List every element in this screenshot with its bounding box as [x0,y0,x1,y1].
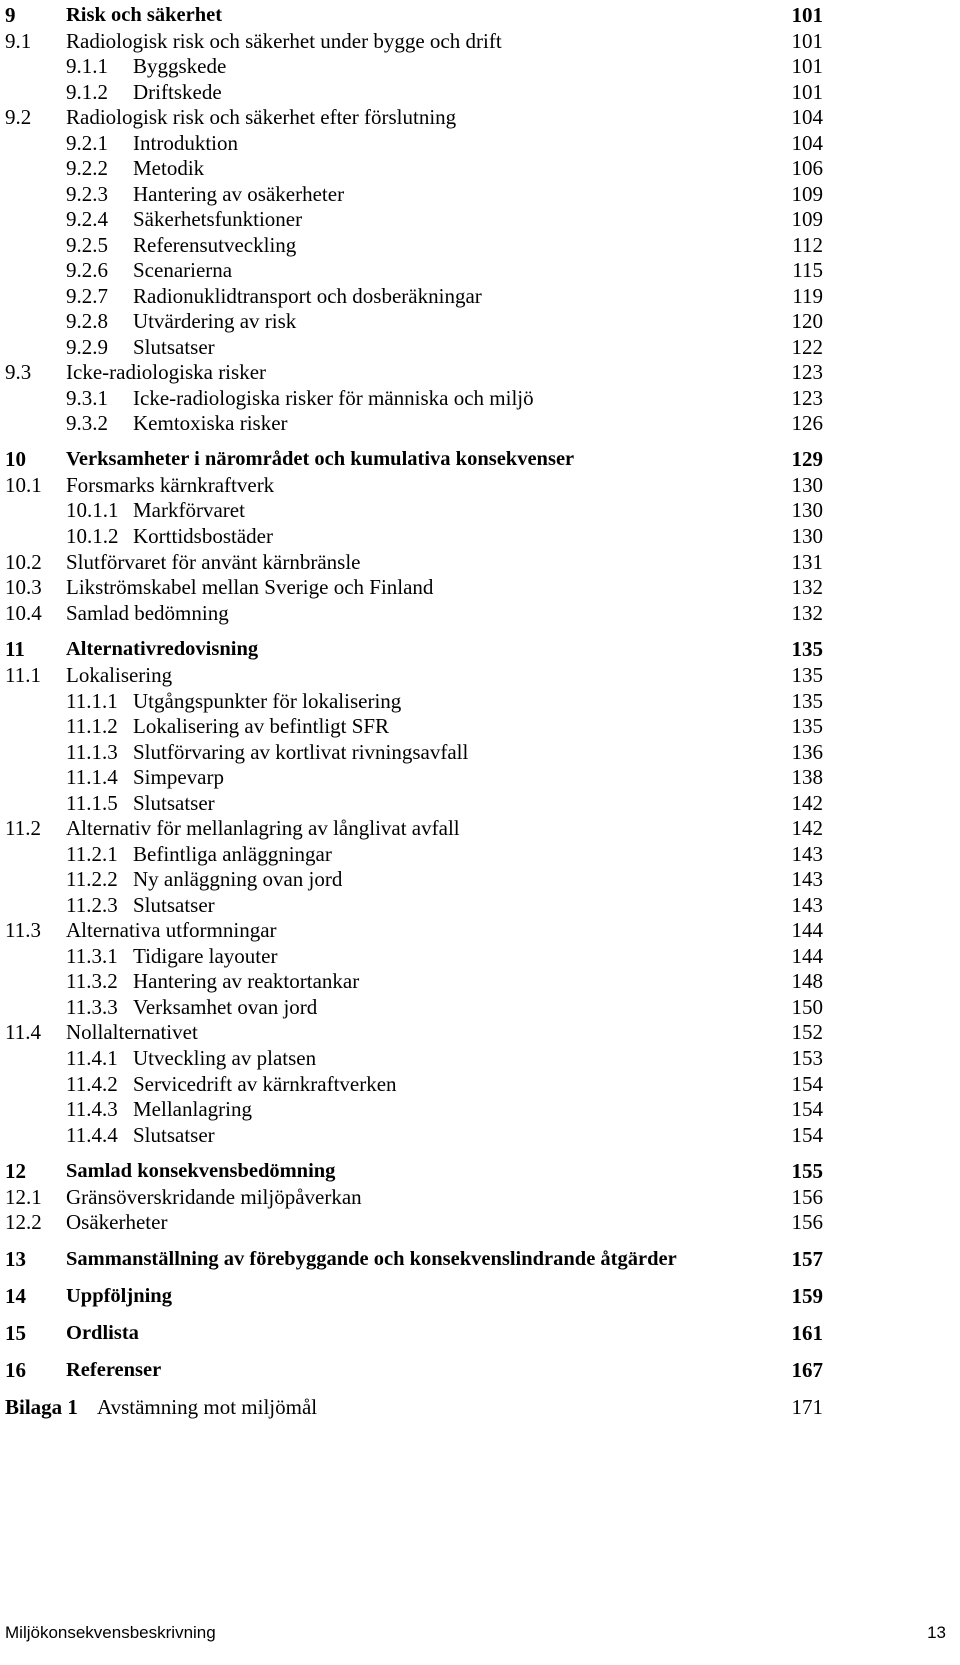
toc-entry-page-number: 154 [791,1123,823,1147]
toc-entry[interactable] [0,790,960,817]
toc-entry-title: Radionuklidtransport och dosberäkningar [133,284,482,308]
toc-entry-page-number: 119 [792,284,823,308]
toc-entry[interactable] [0,1283,960,1310]
toc-entry-title: Tidigare layouter [133,944,278,968]
toc-entry-number: 11.3.2 [66,969,118,993]
toc-entry-page-number: 109 [791,207,823,231]
toc-entry-title: Slutförvaret för använt kärnbränsle [66,550,361,574]
toc-entry[interactable] [0,764,960,791]
toc-entry-page-number: 156 [791,1185,823,1209]
toc-entry-title: Icke-radiologiska risker [66,360,267,384]
toc-entry-page-number: 154 [791,1072,823,1096]
toc-entry[interactable] [0,1122,960,1149]
toc-entry-title: Referensutveckling [133,233,297,257]
toc-entry-title: Samlad bedömning [66,601,229,625]
toc-entry-title: Radiologisk risk och säkerhet efter förslutning [66,105,457,129]
toc-entry-number: 11.1 [5,663,41,687]
toc-entry-number: 9.2.8 [66,309,108,333]
toc-entry-title: Introduktion [133,131,238,155]
toc-entry-number: 11.2.1 [66,842,118,866]
toc-entry-number: 11.4 [5,1020,41,1044]
toc-entry-number: 9.2.4 [66,207,108,231]
toc-entry-number: 11.4.2 [66,1072,118,1096]
toc-entry-title: Samlad konsekvensbedömning [66,1160,336,1182]
toc-entry-number: 15 [5,1321,26,1345]
toc-entry[interactable] [0,636,960,663]
toc-entry-page-number: 142 [791,816,823,840]
toc-entry-page-number: 123 [791,360,823,384]
toc-entry[interactable] [0,943,960,970]
toc-entry-number: 11.3.1 [66,944,118,968]
toc-entry-title: Utvärdering av risk [133,309,297,333]
toc-entry-page-number: 135 [791,689,823,713]
toc-entry[interactable] [0,446,960,473]
toc-entry[interactable] [0,1184,960,1211]
toc-entry-number: 10 [5,447,26,471]
toc-entry-number: 9.2.6 [66,258,108,282]
toc-entry-number: 11.1.2 [66,714,118,738]
toc-entry-page-number: 143 [791,893,823,917]
toc-entry-page-number: 130 [791,473,823,497]
toc-entry-page-number: 171 [791,1395,823,1419]
toc-entry-page-number: 104 [791,105,823,129]
toc-entry[interactable] [0,155,960,182]
toc-entry-number: 11.2.3 [66,893,118,917]
toc-entry[interactable] [0,1019,960,1046]
footer-document-title: Miljökonsekvensbeskrivning [5,1623,216,1642]
toc-entry-page-number: 106 [791,156,823,180]
toc-entry-number: 10.1.2 [66,524,119,548]
toc-entry-number: 16 [5,1358,26,1382]
toc-entry-title: Alternativa utformningar [66,918,277,942]
toc-entry-number: 10.4 [5,601,42,625]
toc-entry[interactable] [0,1357,960,1384]
toc-entry-page-number: 153 [791,1046,823,1070]
toc-entry-page-number: 154 [791,1097,823,1121]
toc-entry-number: 10.3 [5,575,42,599]
toc-entry[interactable] [0,841,960,868]
toc-entry-number: 14 [5,1284,26,1308]
toc-entry-page-number: 157 [791,1247,823,1271]
toc-entry[interactable] [0,1320,960,1347]
toc-entry-page-number: 136 [791,740,823,764]
toc-entry-title: Slutförvaring av kortlivat rivningsavfall [133,740,469,764]
toc-entry-page-number: 129 [791,447,823,471]
toc-entry[interactable] [0,497,960,524]
toc-entry-page-number: 135 [791,663,823,687]
toc-entry-number: 11.2 [5,816,41,840]
toc-entry[interactable] [0,968,960,995]
toc-entry-number: 11.1.1 [66,689,118,713]
toc-entry-page-number: 159 [791,1284,823,1308]
toc-entry-number: 11.1.3 [66,740,118,764]
toc-entry-page-number: 135 [791,637,823,661]
toc-entry-title: Nollalternativet [66,1020,198,1044]
toc-entry-page-number: 115 [792,258,823,282]
toc-entry-title: Driftskede [133,80,222,104]
toc-entry-title: Mellanlagring [133,1097,252,1121]
toc-entry[interactable] [0,53,960,80]
toc-entry[interactable] [0,232,960,259]
toc-entry-title: Servicedrift av kärnkraftverken [133,1072,397,1096]
toc-entry[interactable] [0,994,960,1021]
toc-entry[interactable] [0,815,960,842]
toc-entry[interactable] [0,892,960,919]
toc-entry-number: 9.2.7 [66,284,108,308]
toc-entry-number: 9.1.2 [66,80,108,104]
toc-entry-number: 11.1.4 [66,765,118,789]
toc-entry-page-number: 132 [791,575,823,599]
toc-entry[interactable] [0,1071,960,1098]
toc-entry-title: Befintliga anläggningar [133,842,332,866]
toc-entry-page-number: 144 [791,944,823,968]
toc-entry[interactable] [0,1158,960,1185]
toc-entry-page-number: 143 [791,842,823,866]
toc-entry[interactable] [0,662,960,689]
toc-entry-page-number: 132 [791,601,823,625]
toc-entry[interactable] [0,574,960,601]
toc-entry-number: Bilaga 1 [5,1395,78,1419]
toc-entry-number: 11.4.4 [66,1123,118,1147]
toc-entry[interactable] [0,549,960,576]
toc-entry-title: Likströmskabel mellan Sverige och Finland [66,575,434,599]
toc-entry-number: 10.1.1 [66,498,119,522]
toc-entry-title: Referenser [66,1359,162,1381]
toc-entry-number: 9.2.5 [66,233,108,257]
toc-entry-page-number: 130 [791,498,823,522]
toc-entry-title: Sammanställning av förebyggande och konsekvenslindrande åtgärder [66,1248,677,1270]
toc-entry-page-number: 150 [791,995,823,1019]
toc-entry[interactable] [0,206,960,233]
toc-entry-page-number: 101 [791,3,823,27]
toc-entry-number: 9 [5,3,16,27]
toc-entry[interactable] [0,523,960,550]
toc-entry[interactable] [0,1209,960,1236]
toc-entry-title: Simpevarp [133,765,224,789]
toc-entry-title: Slutsatser [133,893,215,917]
toc-entry-title: Byggskede [133,54,227,78]
toc-entry[interactable] [0,130,960,157]
toc-entry-page-number: 142 [791,791,823,815]
toc-entry-title: Ny anläggning ovan jord [133,867,343,891]
toc-entry-page-number: 138 [791,765,823,789]
toc-entry-title: Slutsatser [133,791,215,815]
toc-entry-page-number: 101 [791,80,823,104]
toc-entry-number: 10.1 [5,473,42,497]
toc-entry-number: 11.1.5 [66,791,118,815]
toc-entry[interactable] [0,385,960,412]
toc-entry-number: 13 [5,1247,26,1271]
toc-entry-title: Slutsatser [133,335,215,359]
toc-entry[interactable] [0,1096,960,1123]
toc-entry-number: 9.2.2 [66,156,108,180]
toc-entry[interactable] [0,1045,960,1072]
toc-entry[interactable] [0,410,960,437]
toc-entry-number: 11.4.1 [66,1046,118,1070]
toc-entry[interactable] [0,739,960,766]
toc-entry-number: 9.3.2 [66,411,108,435]
toc-entry-page-number: 148 [791,969,823,993]
toc-entry-title: Uppföljning [66,1285,172,1307]
toc-entry-title: Forsmarks kärnkraftverk [66,473,275,497]
page-footer [0,1618,960,1648]
toc-entry[interactable] [0,181,960,208]
toc-entry-number: 12 [5,1159,26,1183]
toc-entry-page-number: 101 [791,54,823,78]
toc-entry-number: 10.2 [5,550,42,574]
toc-entry[interactable] [0,917,960,944]
toc-entry[interactable] [0,600,960,627]
toc-entry-title: Risk och säkerhet [66,4,223,26]
toc-entry-title: Lokalisering av befintligt SFR [133,714,390,738]
toc-entry-page-number: 152 [791,1020,823,1044]
toc-entry-title: Ordlista [66,1322,139,1344]
toc-entry[interactable] [0,2,960,29]
toc-entry-title: Metodik [133,156,205,180]
toc-entry[interactable] [0,28,960,55]
toc-entry-number: 9.2.9 [66,335,108,359]
toc-entry-title: Kemtoxiska risker [133,411,288,435]
toc-entry[interactable] [0,1246,960,1273]
toc-entry-page-number: 155 [791,1159,823,1183]
toc-entry-number: 11.2.2 [66,867,118,891]
toc-entry[interactable] [0,283,960,310]
toc-entry[interactable] [0,688,960,715]
toc-entry-title: Lokalisering [66,663,173,687]
toc-entry[interactable] [0,257,960,284]
toc-entry-number: 9.1 [5,29,32,53]
toc-entry-title: Osäkerheter [66,1210,168,1234]
toc-entry-page-number: 131 [791,550,823,574]
toc-entry[interactable] [0,472,960,499]
toc-entry-page-number: 156 [791,1210,823,1234]
toc-entry[interactable] [0,308,960,335]
toc-entry-page-number: 143 [791,867,823,891]
toc-entry-title: Verksamhet ovan jord [133,995,318,1019]
toc-entry-title: Säkerhetsfunktioner [133,207,303,231]
toc-entry-title: Hantering av osäkerheter [133,182,345,206]
toc-entry-title: Utgångspunkter för lokalisering [133,689,402,713]
toc-entry-title: Markförvaret [133,498,245,522]
toc-entry-page-number: 123 [791,386,823,410]
toc-entry[interactable] [0,79,960,106]
toc-entry-title: Scenarierna [133,258,233,282]
toc-entry-title: Icke-radiologiska risker för människa och miljö [133,386,534,410]
toc-entry-page-number: 120 [791,309,823,333]
toc-entry-page-number: 122 [791,335,823,359]
toc-entry-title: Gränsöverskridande miljöpåverkan [66,1185,362,1209]
toc-entry[interactable] [0,334,960,361]
toc-entry-page-number: 135 [791,714,823,738]
toc-entry-number: 9.2 [5,105,32,129]
toc-entry[interactable] [0,713,960,740]
toc-entry-title: Alternativ för mellanlagring av långlivat avfall [66,816,460,840]
toc-entry-number: 9.2.1 [66,131,108,155]
toc-entry-page-number: 144 [791,918,823,942]
toc-entry-title: Utveckling av platsen [133,1046,317,1070]
toc-entry-title: Avstämning mot miljömål [97,1395,318,1419]
toc-entry-title: Korttidsbostäder [133,524,273,548]
toc-entry-title: Alternativredovisning [66,638,259,660]
toc-entry[interactable] [0,104,960,131]
toc-entry-page-number: 109 [791,182,823,206]
toc-entry-number: 11.3 [5,918,41,942]
toc-entry[interactable] [0,359,960,386]
toc-entry[interactable] [0,1394,960,1421]
toc-entry-number: 9.3.1 [66,386,108,410]
toc-entry-title: Radiologisk risk och säkerhet under bygge och drift [66,29,502,53]
toc-entry-number: 11.4.3 [66,1097,118,1121]
toc-entry-page-number: 126 [791,411,823,435]
toc-entry-page-number: 104 [791,131,823,155]
toc-entry-page-number: 101 [791,29,823,53]
toc-entry-page-number: 167 [791,1358,823,1382]
toc-entry-number: 12.2 [5,1210,42,1234]
toc-entry-title: Slutsatser [133,1123,215,1147]
toc-entry-number: 9.1.1 [66,54,108,78]
toc-entry-title: Verksamheter i närområdet och kumulativa konsekvenser [66,448,575,470]
toc-entry-page-number: 130 [791,524,823,548]
toc-entry[interactable] [0,866,960,893]
footer-page-number: 13 [927,1623,946,1642]
toc-entry-number: 9.3 [5,360,32,384]
toc-entry-number: 11 [5,637,25,661]
toc-entry-number: 12.1 [5,1185,42,1209]
toc-entry-title: Hantering av reaktortankar [133,969,360,993]
toc-entry-number: 9.2.3 [66,182,108,206]
toc-entry-page-number: 112 [792,233,823,257]
toc-entry-number: 11.3.3 [66,995,118,1019]
toc-entry-page-number: 161 [791,1321,823,1345]
